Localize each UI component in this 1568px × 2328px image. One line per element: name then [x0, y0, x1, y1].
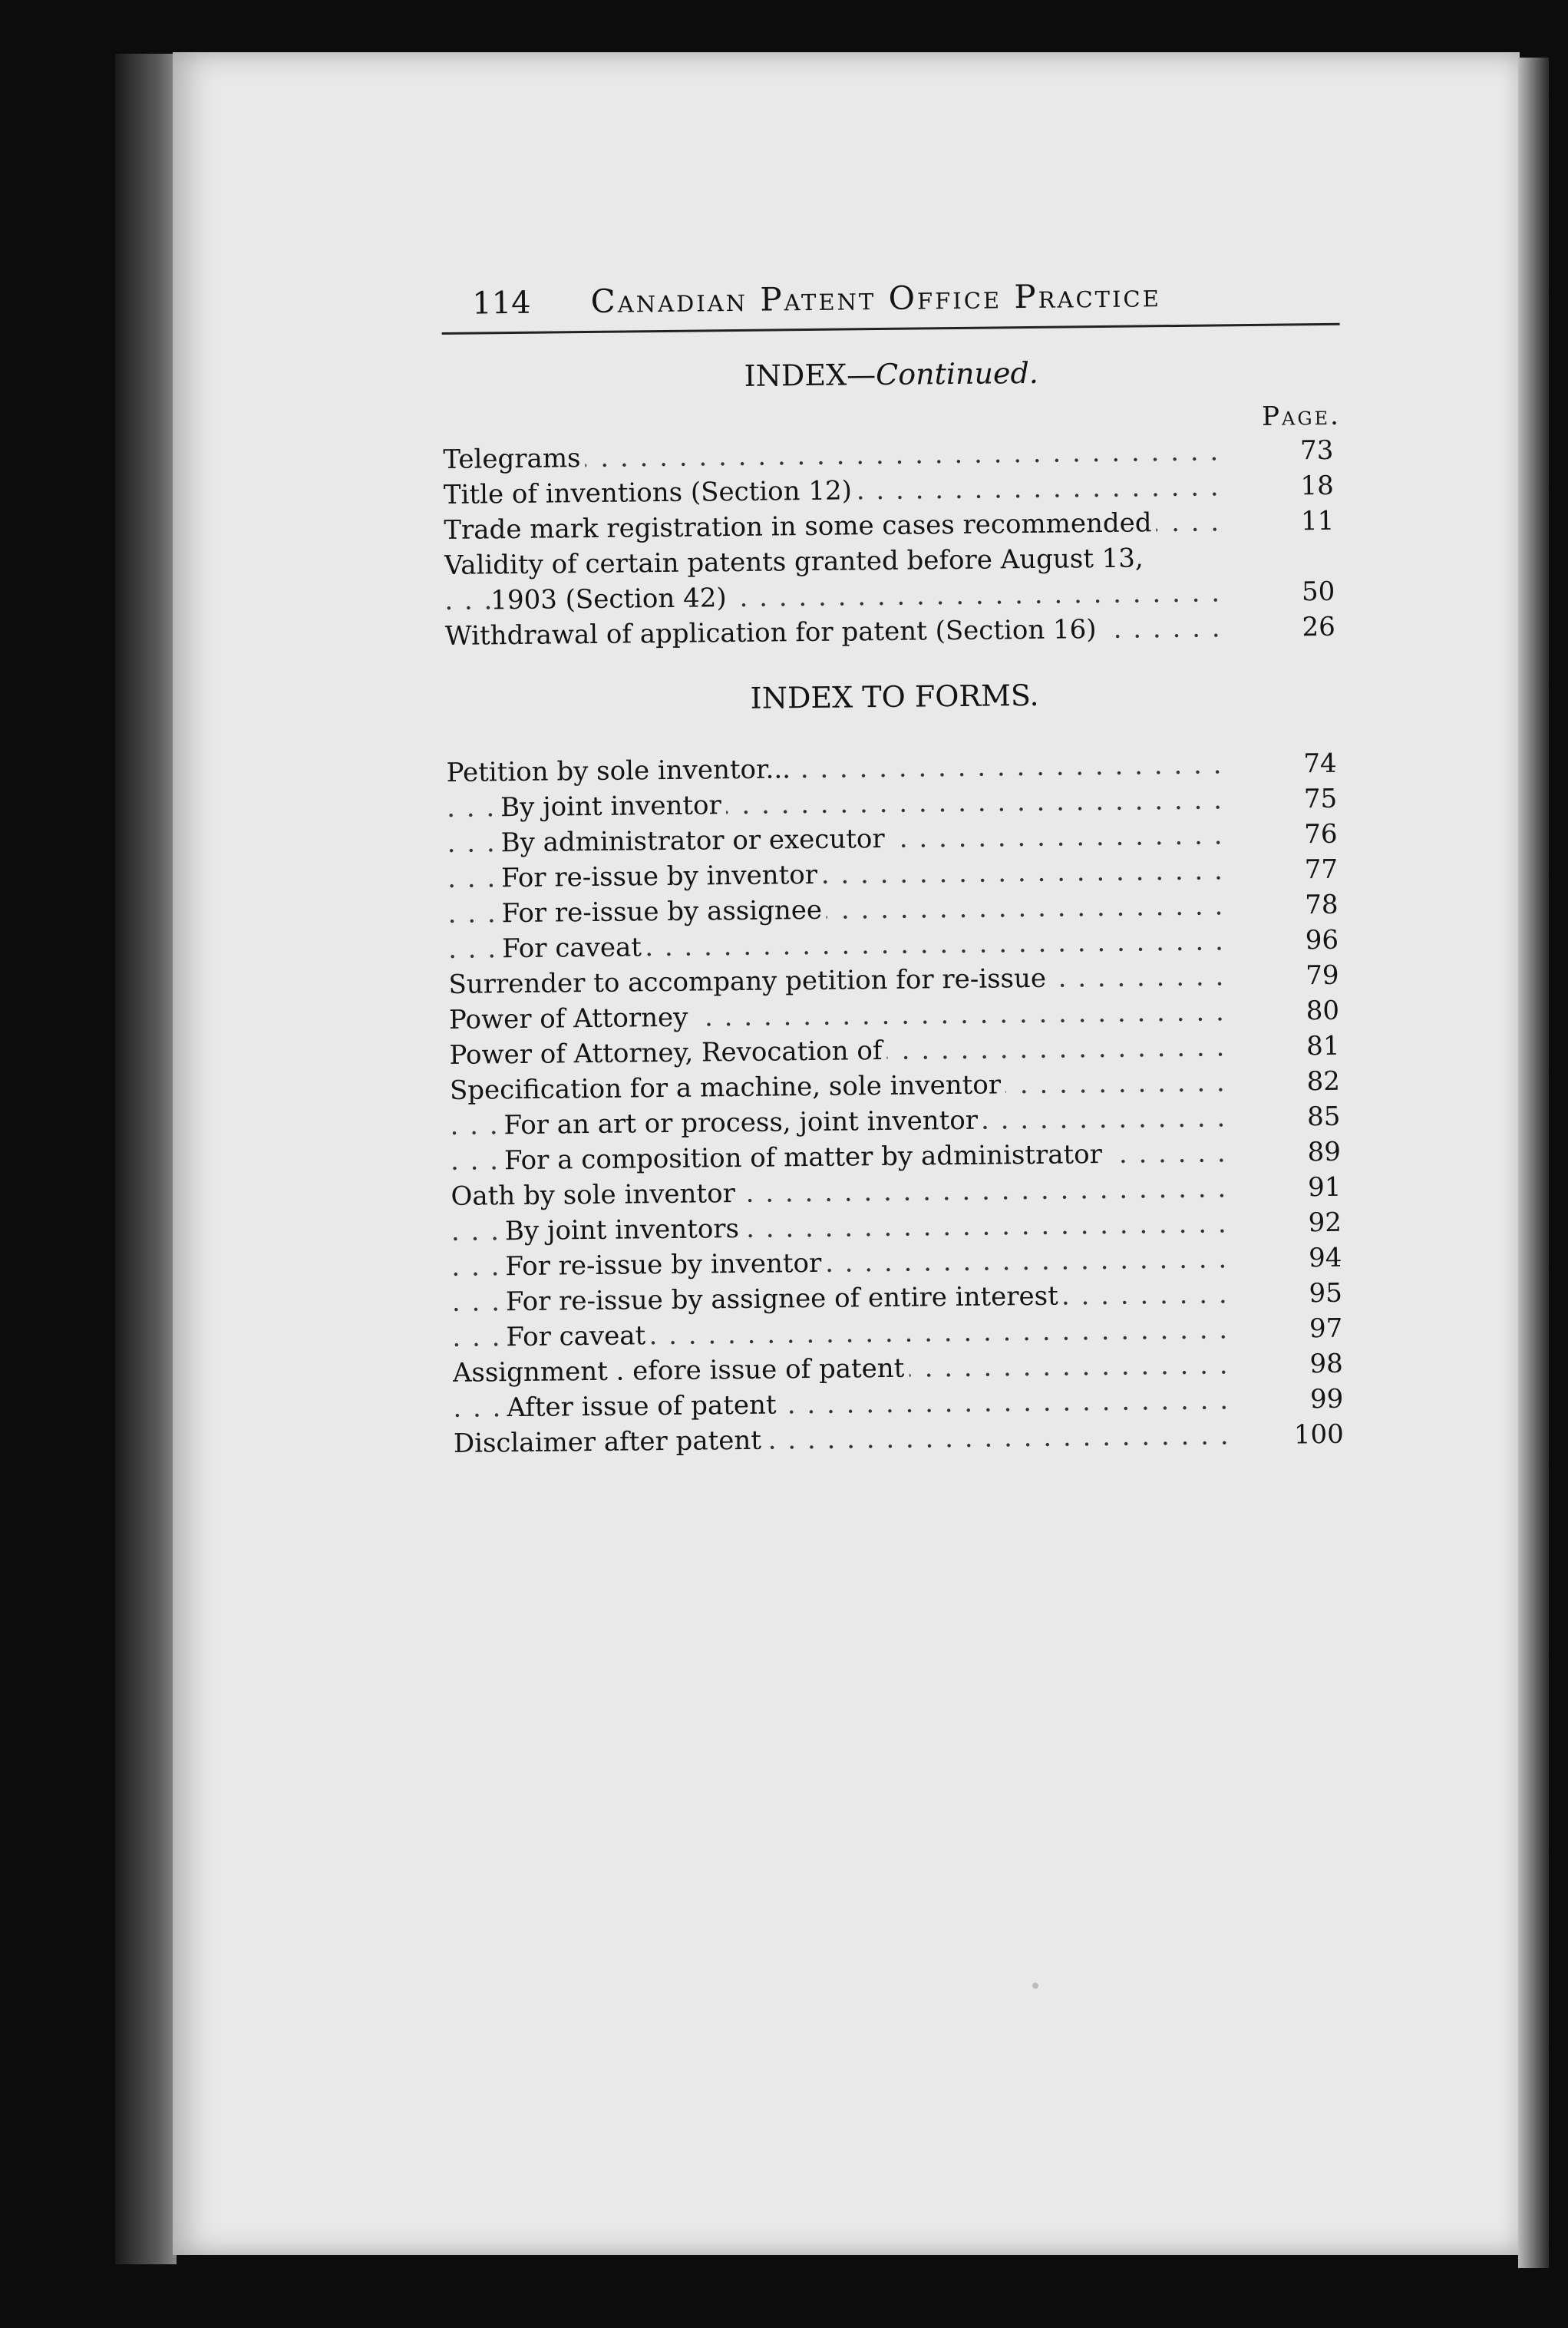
entry-label: Oath by sole inventor: [451, 1178, 740, 1212]
book-spine: [115, 54, 177, 2264]
entry-label: Assignment . efore issue of patent: [453, 1353, 909, 1389]
entry-page: 73: [1299, 434, 1334, 467]
entry-label: Power of Attorney, Revocation of: [449, 1035, 886, 1071]
entry-page: 92: [1308, 1207, 1342, 1239]
paper-speck: [1032, 1983, 1038, 1989]
entry-label: For re-issue by inventor: [501, 860, 822, 893]
entry-page: 91: [1307, 1171, 1342, 1204]
entry-page: 96: [1305, 924, 1339, 956]
entry-label: By joint inventors: [505, 1214, 744, 1247]
entry-label: Trade mark registration in some cases recommended: [444, 507, 1157, 546]
entry-label: Telegrams: [443, 443, 586, 475]
entry-page: 77: [1304, 854, 1339, 886]
entry-page: 99: [1309, 1383, 1344, 1415]
index-list: [443, 433, 1343, 654]
entry-page: 26: [1302, 611, 1335, 643]
entry-label: By joint inventor: [500, 790, 726, 823]
entry-page: 78: [1305, 889, 1339, 921]
index-heading-continued: Continued.: [875, 355, 1039, 392]
running-title: Canadian Patent Office Practice: [590, 276, 1162, 320]
entry-page: 100: [1293, 1418, 1344, 1451]
entry-label: Title of inventions (Section 12): [444, 475, 857, 510]
entry-label: Disclaimer after patent: [454, 1425, 767, 1459]
entry-label: For re-issue by assignee: [501, 895, 827, 929]
entry-page: 18: [1300, 470, 1335, 502]
entry-label: 1903 (Section 42): [490, 583, 731, 616]
entry-label: Validity of certain patents granted before August 13,: [444, 543, 1148, 581]
entry-label: For caveat: [506, 1320, 650, 1352]
entry-page: 81: [1306, 1030, 1340, 1062]
page-content: [441, 275, 1352, 1461]
entry-label: Surrender to accompany petition for re-issue: [448, 963, 1051, 1000]
entry-page: 76: [1304, 818, 1338, 850]
entry-label: For re-issue by assignee of entire interest: [506, 1281, 1063, 1318]
entry-page: 85: [1306, 1101, 1341, 1133]
entry-label: For re-issue by inventor: [505, 1248, 826, 1282]
entry-page: 89: [1307, 1136, 1342, 1168]
entry-label: Specification for a machine, sole inventor: [450, 1069, 1005, 1106]
index-heading-main: INDEX—: [744, 358, 876, 393]
entry-page: 79: [1306, 959, 1339, 992]
entry-label: Power of Attorney: [449, 1002, 693, 1035]
entry-label: For a composition of matter by administrator: [504, 1139, 1107, 1176]
index-heading: [442, 353, 1340, 396]
entry-page: 75: [1303, 783, 1338, 815]
entry-label: Withdrawal of application for patent (Section 16): [445, 614, 1101, 652]
page-column-header: Page.: [1261, 400, 1342, 432]
entry-label: For caveat: [502, 932, 646, 964]
entry-page: 50: [1301, 576, 1335, 608]
page-number: 114: [472, 285, 531, 322]
entry-page: 95: [1309, 1277, 1343, 1309]
forms-list: [446, 746, 1352, 1461]
entry-page: 82: [1306, 1065, 1341, 1098]
page-edge: [1518, 58, 1549, 2268]
entry-page: 80: [1306, 995, 1340, 1027]
entry-label: By administrator or executor: [500, 824, 889, 858]
entry-page: 94: [1308, 1242, 1342, 1274]
entry-label: Petition by sole inventor...: [446, 754, 795, 788]
entry-page: 11: [1300, 505, 1335, 537]
entry-page: 97: [1309, 1313, 1343, 1345]
running-head: [441, 275, 1340, 335]
entry-page: 98: [1309, 1348, 1344, 1380]
forms-heading: INDEX TO FORMS.: [750, 678, 1039, 715]
entry-label: After issue of patent: [507, 1389, 781, 1423]
entry-page: 74: [1303, 748, 1337, 780]
entry-label: For an art or process, joint inventor: [503, 1105, 982, 1141]
